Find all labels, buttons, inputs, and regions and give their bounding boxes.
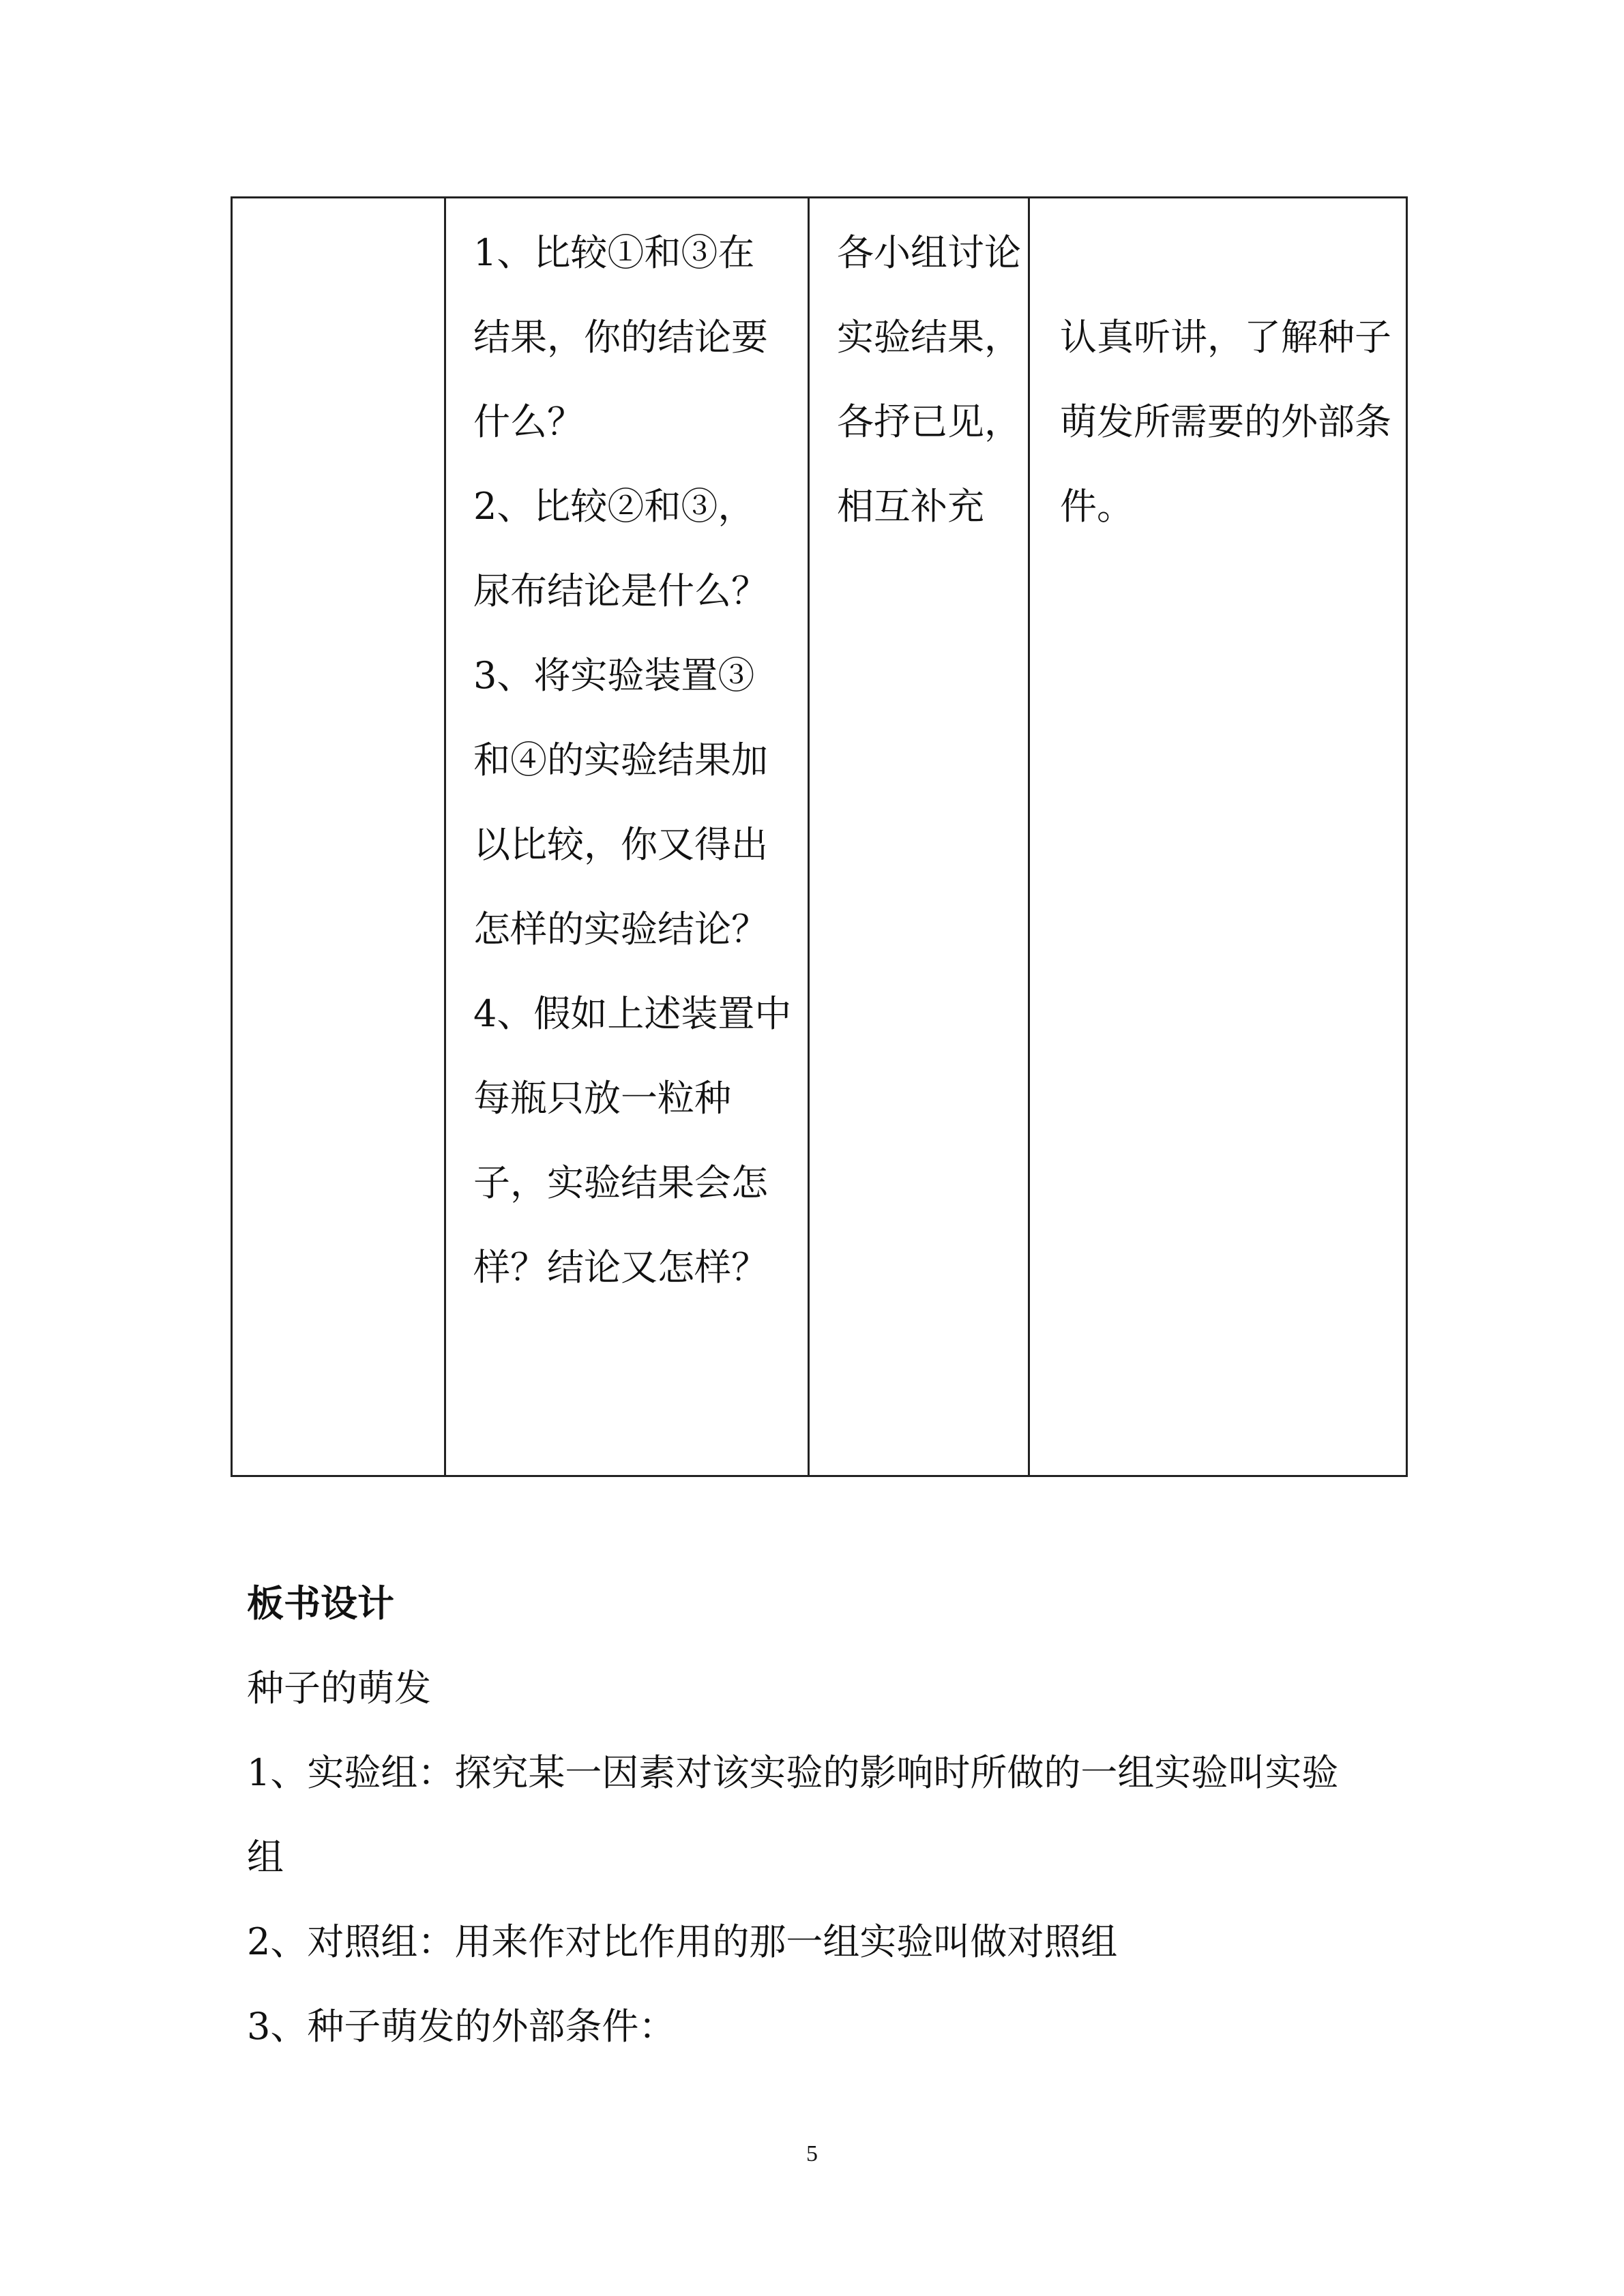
lesson-table [231,196,1408,1477]
intent-line: 萌发所需要的外部条 [1060,400,1391,443]
board-line: 2、对照组：用来作对比作用的那一组实验叫做对照组 [247,1920,1118,1963]
teacher-line: 子，实验结果会怎 [473,1161,768,1204]
teacher-line: 样？结论又怎样？ [473,1246,768,1289]
board-heading: 板书设计 [247,1582,394,1625]
teacher-line: 尿布结论是什么？ [473,569,768,612]
student-line: 实验结果， [837,316,1021,359]
column-divider-1 [444,198,446,1475]
board-design-section [247,1562,1406,2069]
teacher-line: 以比较，你又得出 [473,823,768,866]
teacher-line: 什么？ [473,400,584,443]
board-line: 1、实验组：探究某一因素对该实验的影响时所做的一组实验叫实验 [247,1751,1339,1794]
student-line: 各抒已见， [837,400,1021,443]
teacher-line: 2、比较②和③， [473,485,755,528]
student-activity-cell [825,20,1043,1475]
teacher-line: 和④的实验结果加 [473,739,768,781]
teacher-line: 4、假如上述装置中 [473,992,792,1035]
intent-line: 件。 [1060,485,1134,528]
teacher-line: 每瓶只放一粒种 [473,1077,731,1120]
teacher-line: 3、将实验装置③ [473,654,755,697]
intent-line: 认真听讲，了解种子 [1060,316,1391,359]
board-line: 3、种子萌发的外部条件： [247,2005,676,2048]
board-title: 种子的萌发 [247,1667,431,1710]
student-line: 各小组讨论 [837,231,1021,274]
board-line: 组 [247,1836,284,1879]
page-number: 5 [806,2141,818,2166]
teacher-activity-cell [461,20,823,1475]
design-intent-cell [1045,104,1410,1475]
teacher-line: 1、比较①和③在 [473,231,755,274]
student-line: 相互补充 [837,485,984,528]
teacher-line: 结果，你的结论要 [473,316,768,359]
teacher-line: 怎样的实验结论？ [473,908,768,951]
